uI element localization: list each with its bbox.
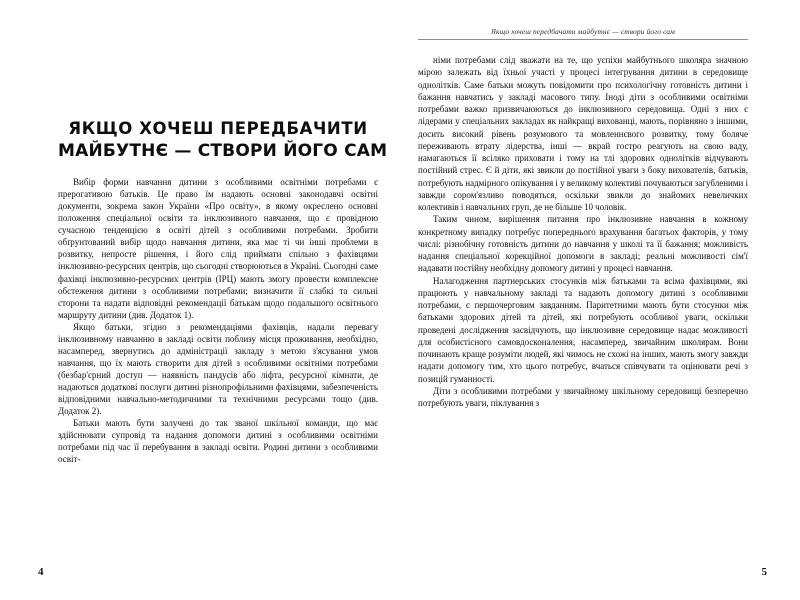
- running-header: [418, 27, 748, 45]
- chapter-title: [58, 0, 388, 162]
- paragraph: Діти з особливими потребами у звичайному шкільному середовищі безперечно потребують уваги, піклування з: [418, 385, 748, 408]
- paragraph: німи потребами слід зважати на те, що успіхи майбутнього школяра значною мірою залежать від їхньої участі у процесі інтегрування дитини в середовище однолітків. Саме батьки можуть повідомити про психологічну готовність дитини і бажання навчатись у закладі масового типу. Іноді діти з особливими освітніми потребами важко призвичаюються до інклюзивного середовища. Одні з них є лідерами у спеціальних закладах як найкращі вихованці, мають, порівняно з іншими, досить високий рівень розумового та мовленнєвого розвитку, тому боляче переживають втрату лідерства, інші — вкрай гостро реагують на свою ваду, намагаються її всіляко приховати і тому на тлі здорових однолітків відчувають постійний стрес. Є й діти, які звикли до постійної уваги з боку вихователів, батьків, потребують надмірного опікування і у великому колективі почуваються загубленими і завжди сором'язливо поводяться, оскільки звикли до знайомих невеличких колективів і навчальних груп, де не більше 10 чоловік.: [418, 55, 748, 212]
- paragraph: Таким чином, вирішення питання про інклюзивне навчання в кожному конкретному випадку потребує попереднього врахування багатьох факторів, у тому числі: різнобічну готовність дитини до навчання у школі та її бажання; можливість надання спеціальної корекційної допомоги в закладі; реальні можливості сім'ї надавати постійну необхідну допомогу дитині у процесі навчання.: [418, 214, 748, 274]
- running-header-text: Якщо хочеш передбачати майбутнє — створи його сам: [490, 27, 676, 36]
- paragraph: Батьки мають бути залучені до так званої шкільної команди, що має здійснювати супровід та надання допомоги дитині з особливими освітніми потребами під час її перебування в закладі освіти. Родині дитини з особливими освіт-: [58, 418, 378, 465]
- paragraph: Налагодження партнерських стосунків між батьками та всіма фахівцями, які працюють у навчальному закладі та надають допомогу дитині з особливими потребами, є першочерговим завданням. Паритетними мають бути стосунки між батьками здорових дітей та дітей, які потребують особливої уваги, оскільки проведені дослідження засвідчують, що інклюзивне середовище надає можливості для особистісного самовдосконалення, насамперед, звичайним школярам. Вони починають краще розуміти людей, які чимось не схожі на інших, мають змогу завжди надати допомогу тим, хто цього потребує, вчаться співчувати та оцінювати речі з позицій гуманності.: [418, 275, 748, 384]
- chapter-title-line-1: ЯКЩО ХОЧЕШ ПЕРЕДБАЧИТИ: [68, 119, 368, 138]
- right-page-body: [418, 0, 748, 409]
- chapter-title-line-2: МАЙБУТНЄ — СТВОРИ ЙОГО САМ: [58, 141, 388, 161]
- paragraph: Вибір форми навчання дитини з особливими освітніми потребами є прерогативою батьків. Це право їм надають основні законодавчі освітні документи, зокрема закон України «Про освіту», в якому окреслено основні положення спеціальної освіти та інклюзивного навчання, що є провідною сучасною тенденцією в освіті дітей з особливими потребами. Зробити обґрунтований вибір щодо навчання дитини, яка має ті чи інші проблеми в розвитку, непросте рішення, і його слід приймати спільно з фахівцями інклюзивно-ресурсних центрів, що сьогодні створюються в Україні. Сьогодні саме фахівці інклюзивно-ресурсних центрів (ІРЦ) мають змогу провести комплексне обстеження дитини з особливими потребами; визначити її слабкі та сильні сторони та надати відповідні рекомендації батькам щодо подальшого освітнього маршруту дитини (див. Додаток 1).: [58, 177, 378, 320]
- paragraph: Якщо батьки, згідно з рекомендаціями фахівців, надали перевагу інклюзивному навчанню в закладі освіти поблизу місця проживання, необхідно, насамперед, звернутись до адміністрації закладу з метою з'ясування умов навчання, що їх мають створити для дітей з особливими освітніми потребами (безбар'єрний доступ — наявність пандусів або ліфта, ресурсної кімнати, де надаються додаткові послуги дитині різнопрофільними фахівцями, забезпеченість відповідними навчально-методичними та технічними ресурсами тощо (див. Додаток 2).: [58, 321, 378, 417]
- running-header-rule: [418, 39, 748, 40]
- page-number-left: 4: [38, 566, 44, 578]
- page-number-right: 5: [761, 566, 767, 578]
- right-page: [400, 0, 800, 600]
- left-page-body: [58, 162, 378, 466]
